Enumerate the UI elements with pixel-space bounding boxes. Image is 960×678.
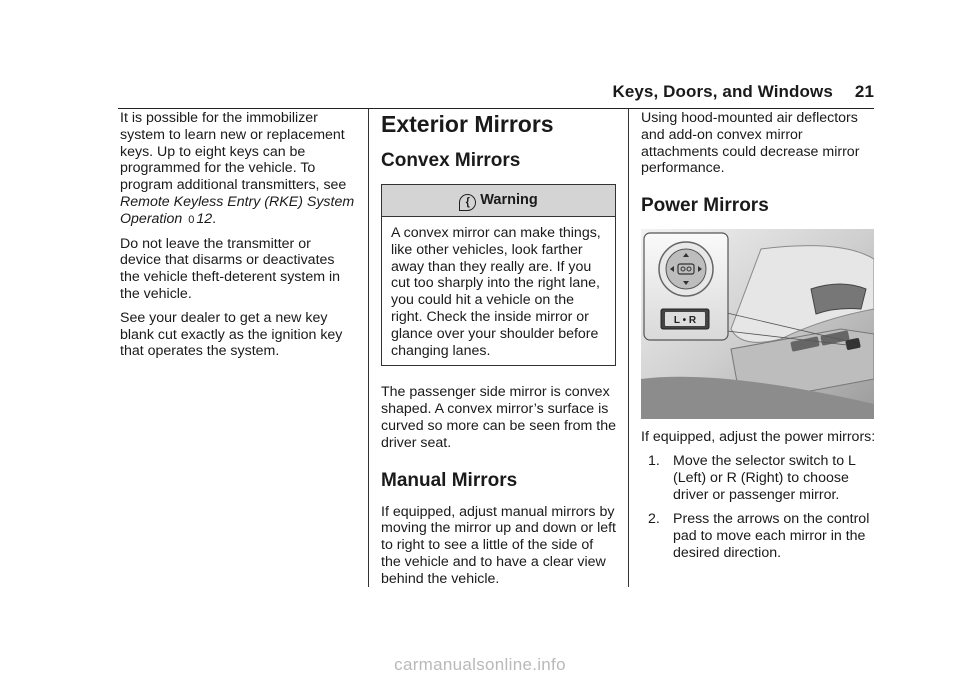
- power-mirrors-heading: Power Mirrors: [641, 195, 769, 217]
- power-mirror-steps: [641, 453, 876, 562]
- step-text: Move the selector switch to L (Left) or R (Right) to choose driver or passenger mirror.: [673, 452, 856, 503]
- dealer-paragraph: See your dealer to get a new key blank cut exactly as the ignition key that operates the system.: [120, 309, 343, 360]
- page-ref-arrow-icon: 0: [188, 213, 195, 226]
- transmitter-paragraph: Do not leave the transmitter or device that disarms or deactivates the vehicle theft-deterent system in the vehicle.: [120, 235, 341, 302]
- power-mirror-control-illustration: [641, 229, 874, 419]
- step-2: [641, 511, 876, 561]
- warning-box: [381, 184, 616, 366]
- column-divider-2: [628, 109, 629, 587]
- header-rule: [118, 108, 874, 109]
- warning-text: A convex mirror can make things, like other vehicles, look farther away than they really are. If you cut too sharply into the right lane, you could hit a vehicle on the right. Check the inside mirror or glance over your shoulder before changing lanes.: [391, 225, 601, 359]
- running-header: [612, 82, 874, 102]
- step-text: Press the arrows on the control pad to move each mirror in the desired direction.: [673, 511, 870, 561]
- column-3: [641, 110, 876, 570]
- immobilizer-paragraph: [120, 110, 355, 229]
- watermark: carmanualsonline.info: [394, 655, 566, 674]
- page-number: 21: [854, 82, 874, 101]
- section-title: Keys, Doors, and Windows: [612, 82, 833, 101]
- power-intro-paragraph: If equipped, adjust the power mirrors:: [641, 429, 876, 446]
- step-number: 2.: [648, 511, 660, 528]
- column-1: [120, 110, 355, 367]
- column-divider-1: [368, 109, 369, 587]
- warning-header: [382, 185, 615, 217]
- deflector-paragraph: Using hood-mounted air deflectors and add-on convex mirror attachments could decrease mirror performance.: [641, 110, 860, 177]
- manual-mirrors-heading: Manual Mirrors: [381, 469, 518, 491]
- rke-page-ref[interactable]: 12: [196, 210, 213, 227]
- warning-label: Warning: [480, 192, 538, 208]
- convex-paragraph: The passenger side mirror is convex shaped. A convex mirror’s surface is curved so more can be seen from the driver seat.: [381, 384, 617, 451]
- period: .: [212, 210, 217, 227]
- column-2: [381, 110, 616, 595]
- step-number: 1.: [648, 452, 660, 469]
- warning-icon: {: [459, 194, 476, 211]
- switch-label: L • R: [673, 315, 697, 327]
- manual-paragraph: If equipped, adjust manual mirrors by moving the mirror up and down or left to right to see a little of the side of the vehicle and to have a clear view behind the vehicle.: [381, 503, 616, 587]
- convex-mirrors-heading: Convex Mirrors: [381, 150, 521, 171]
- step-1: [641, 453, 876, 503]
- rke-link[interactable]: Remote Keyless Entry (RKE) System Operation: [120, 193, 355, 227]
- exterior-mirrors-title: Exterior Mirrors: [381, 111, 554, 137]
- immobilizer-text: It is possible for the immobilizer system to learn new or replacement keys. Up to eight keys can be programmed for the vehicle. To program additional transmitters, see: [120, 110, 347, 194]
- door-panel-illustration: [641, 229, 874, 419]
